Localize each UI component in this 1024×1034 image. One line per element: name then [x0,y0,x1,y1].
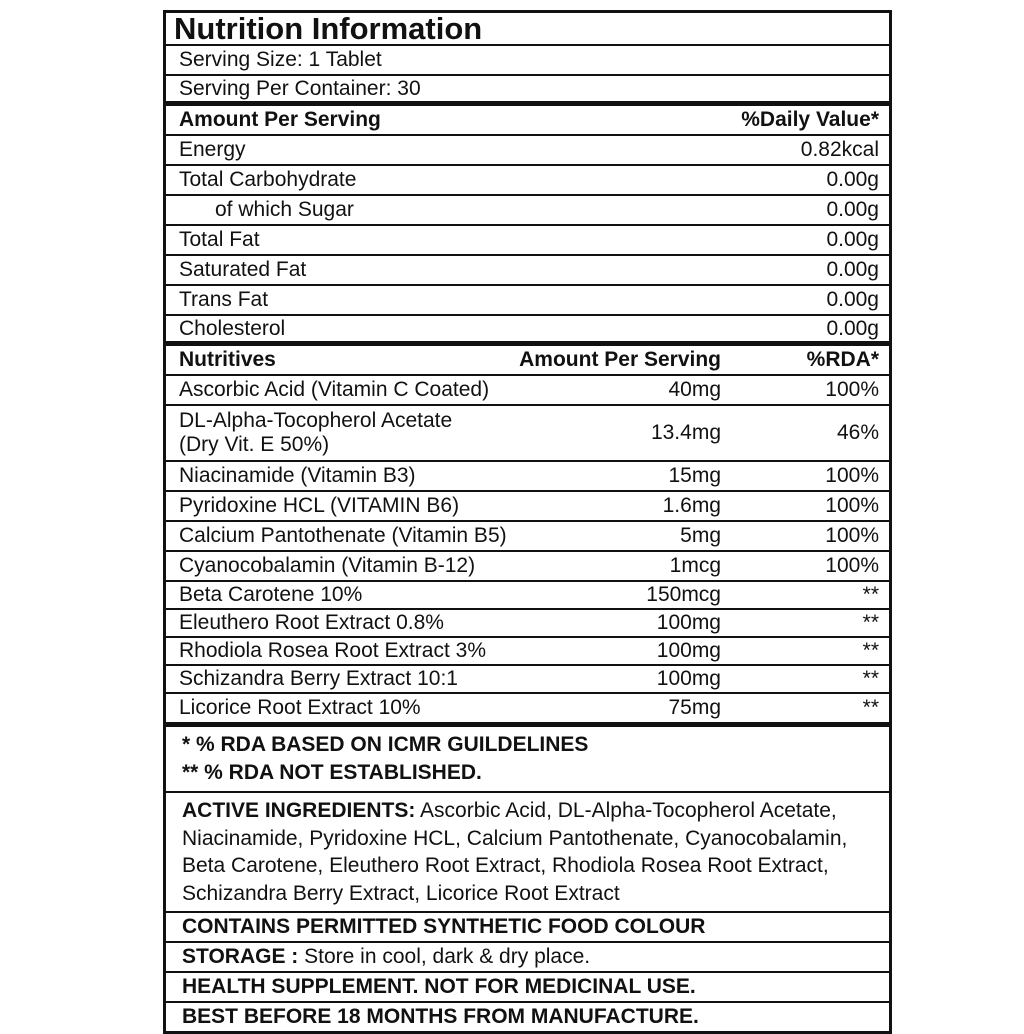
nutritive-amount: 40mg [668,378,721,401]
label-footer [163,724,892,1034]
label-title: Nutrition Information [166,13,889,46]
basic-value: 0.00g [826,258,879,281]
nutritive-name: Beta Carotene 10% [179,583,363,606]
basic-row-energy [166,136,889,166]
nutritive-row [166,462,889,492]
nutritive-name: Eleuthero Root Extract 0.8% [179,611,444,634]
rda-note-1: * % RDA BASED ON ICMR GUILDELINES [182,733,589,756]
basic-value: 0.00g [826,228,879,251]
nutritive-rda: ** [862,696,879,719]
basic-value: 0.00g [826,198,879,221]
nutritive-rda: 100% [825,554,879,577]
best-before-notice: BEST BEFORE 18 MONTHS FROM MANUFACTURE. [182,1005,699,1028]
nutritive-amount: 150mcg [646,583,721,606]
nutritive-amount: 1mcg [669,554,721,577]
nutritive-name: Niacinamide (Vitamin B3) [179,464,416,487]
nutritive-rda: 100% [825,464,879,487]
health-supplement-notice: HEALTH SUPPLEMENT. NOT FOR MEDICINAL USE. [166,973,889,1003]
basic-row-saturated-fat [166,256,889,286]
nutritive-name: Schizandra Berry Extract 10:1 [179,667,458,690]
storage-label: STORAGE : [182,945,299,968]
basic-name: Cholesterol [179,316,286,340]
nutritive-rda: 100% [825,494,879,517]
basic-value: 0.00g [826,168,879,191]
nutritive-row [166,582,889,610]
basic-row-total-fat [166,226,889,256]
nutritive-name: Calcium Pantothenate (Vitamin B5) [179,524,507,547]
storage-notice [166,943,889,973]
nutritive-row [166,522,889,552]
basic-row-trans-fat [166,286,889,316]
rda-note-2: ** % RDA NOT ESTABLISHED. [182,761,482,784]
nutritive-amount: 15mg [668,464,721,487]
nutritives-heading: Nutritives [179,348,276,371]
nutritive-name-block [179,409,551,457]
nutritive-row [166,376,889,406]
nutritive-rda: 46% [836,421,879,444]
serving-size: Serving Size: 1 Tablet [179,48,382,71]
serving-size-row [166,46,889,76]
nutritive-amount: 5mg [680,524,721,547]
rda-notes [166,727,889,793]
storage-text: Store in cool, dark & dry place. [298,945,591,968]
nutritive-name: Ascorbic Acid (Vitamin C Coated) [179,378,490,401]
amount-per-serving-heading: Amount Per Serving [179,108,381,131]
nutrition-label [163,10,892,725]
daily-value-heading: %Daily Value* [741,108,879,131]
nutritive-amount: 13.4mg [650,421,721,444]
active-ingredients [166,793,889,913]
nutritive-row [166,610,889,638]
basic-name: Saturated Fat [179,258,307,281]
nutritive-name: Licorice Root Extract 10% [179,696,421,719]
nutritive-amount: 100mg [656,667,721,690]
nutritives-header-row [166,346,889,376]
active-ingredients-label: ACTIVE INGREDIENTS: [182,799,416,822]
basic-value: 0.00g [826,288,879,311]
food-colour-notice: CONTAINS PERMITTED SYNTHETIC FOOD COLOUR [166,913,889,943]
amount-header-row [166,106,889,136]
basic-value: 0.82kcal [800,138,879,161]
basic-row-sugar [166,196,889,226]
rda-heading: %RDA* [806,348,879,371]
nutritive-row [166,492,889,522]
nutritive-rda: 100% [825,378,879,401]
nutritive-row [166,552,889,582]
nutritive-rda: ** [862,611,879,634]
basic-row-carbohydrate [166,166,889,196]
serving-per-container: Serving Per Container: 30 [179,76,421,100]
amount-heading: Amount Per Serving [519,348,721,371]
active-ingredients-text: Ascorbic Acid, DL-Alpha-Tocopherol Acetate, Niacinamide, Pyridoxine HCL, Calcium Pantothenate, Cyanocobalamin, Beta Carotene, Eleuthero Root Extract, Rhodiola Rosea Root Extract, Schizandra Berry Extract, Licorice Root Extract [182,799,848,905]
basic-name: Total Fat [179,228,260,251]
basic-value: 0.00g [826,316,879,340]
serving-per-container-row [166,76,889,106]
nutritive-row [166,406,889,462]
nutritive-row [166,666,889,694]
basic-name: Trans Fat [179,288,269,311]
nutritive-rda: 100% [825,524,879,547]
nutritive-name: Cyanocobalamin (Vitamin B-12) [179,554,476,577]
nutritive-name: Pyridoxine HCL (VITAMIN B6) [179,494,460,517]
basic-row-cholesterol [166,316,889,346]
nutritive-name: Rhodiola Rosea Root Extract 3% [179,639,486,662]
nutritive-row [166,694,889,722]
basic-name: Total Carbohydrate [179,168,357,191]
nutritive-name: DL-Alpha-Tocopherol Acetate [179,409,453,432]
nutritive-amount: 100mg [656,611,721,634]
nutritive-name-line2: (Dry Vit. E 50%) [179,433,330,456]
nutritive-rda: ** [862,667,879,690]
nutritive-rda: ** [862,583,879,606]
basic-name: Energy [179,138,246,161]
nutritive-amount: 100mg [656,639,721,662]
nutritive-rda: ** [862,639,879,662]
nutritive-amount: 1.6mg [662,494,721,517]
nutritive-amount: 75mg [668,696,721,719]
nutritive-row [166,638,889,666]
basic-name: of which Sugar [215,198,354,221]
